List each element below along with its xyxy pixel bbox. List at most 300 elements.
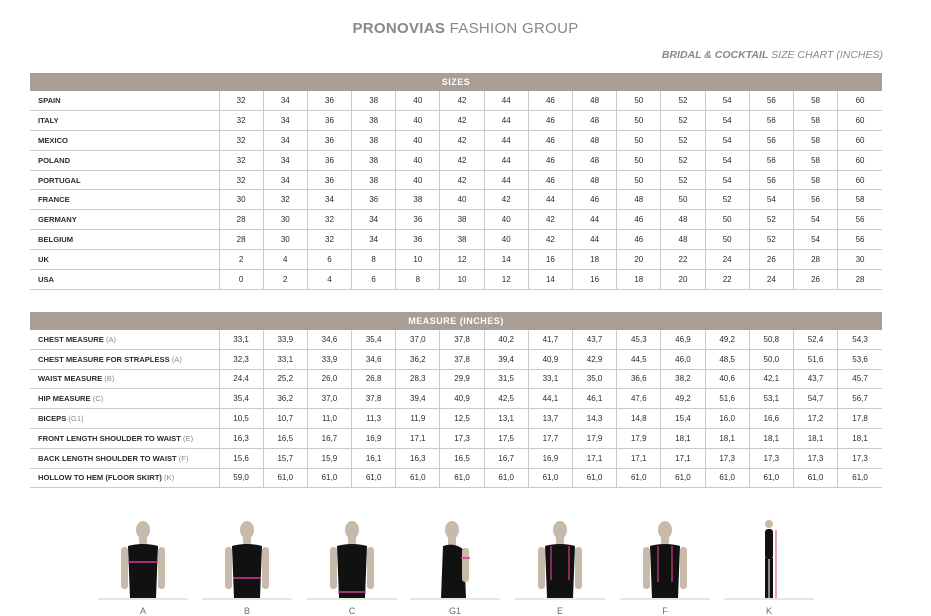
- row-label: [30, 190, 219, 210]
- table-cell: 47,6: [617, 389, 661, 409]
- table-cell: 33,1: [263, 349, 307, 369]
- table-cell: 53,1: [749, 389, 793, 409]
- table-cell: 34: [263, 91, 307, 110]
- row-label: [30, 369, 219, 389]
- row-label: [30, 349, 219, 369]
- table-cell: 44: [484, 170, 528, 190]
- table-cell: 2: [219, 250, 263, 270]
- row-label-text: CHEST MEASURE FOR STRAPLESS: [38, 354, 170, 364]
- table-cell: 28: [838, 270, 882, 290]
- table-cell: 54: [705, 150, 749, 170]
- table-cell: 54,7: [793, 389, 837, 409]
- table-cell: 13,1: [484, 409, 528, 429]
- table-cell: 56: [838, 210, 882, 230]
- table-cell: 0: [219, 270, 263, 290]
- table-cell: 17,3: [793, 448, 837, 468]
- table-row: [30, 330, 882, 349]
- table-cell: 52,4: [793, 330, 837, 349]
- table-cell: 52: [749, 210, 793, 230]
- table-cell: 40: [396, 170, 440, 190]
- row-label-note: (B): [104, 374, 115, 384]
- table-cell: 4: [263, 250, 307, 270]
- figure-biceps-side-icon: [410, 516, 500, 600]
- table-cell: 61,0: [263, 468, 307, 488]
- table-cell: 35,0: [573, 369, 617, 389]
- table-cell: 52: [661, 170, 705, 190]
- table-cell: 17,1: [661, 448, 705, 468]
- figure-back-length-icon: [620, 516, 710, 600]
- row-label-text: CHEST MEASURE: [38, 334, 104, 344]
- table-cell: 18,1: [838, 428, 882, 448]
- table-cell: 53,6: [838, 349, 882, 369]
- table-cell: 10,7: [263, 409, 307, 429]
- table-cell: 16,3: [219, 428, 263, 448]
- row-label-text: POLAND: [38, 155, 71, 165]
- table-cell: 17,9: [573, 428, 617, 448]
- figure-caption: A: [139, 606, 146, 616]
- table-cell: 36: [352, 190, 396, 210]
- table-row: [30, 428, 882, 448]
- row-label: [30, 448, 219, 468]
- row-label: [30, 130, 219, 150]
- table-cell: 51,6: [705, 389, 749, 409]
- table-cell: 22: [705, 270, 749, 290]
- table-cell: 61,0: [396, 468, 440, 488]
- table-cell: 18,1: [705, 428, 749, 448]
- table-cell: 56: [749, 91, 793, 110]
- table-cell: 42: [440, 91, 484, 110]
- table-cell: 37,8: [352, 389, 396, 409]
- table-cell: 30: [263, 230, 307, 250]
- row-label-note: (E): [183, 433, 194, 443]
- table-cell: 14: [528, 270, 572, 290]
- row-label-note: (A): [171, 354, 182, 364]
- table-cell: 54,3: [838, 330, 882, 349]
- table-cell: 61,0: [307, 468, 351, 488]
- table-cell: 24: [705, 250, 749, 270]
- table-cell: 36: [396, 230, 440, 250]
- row-label: [30, 230, 219, 250]
- table-cell: 34: [263, 110, 307, 130]
- table-cell: 40: [484, 210, 528, 230]
- table-cell: 30: [219, 190, 263, 210]
- table-cell: 56: [749, 150, 793, 170]
- table-cell: 42: [484, 190, 528, 210]
- table-cell: 18: [617, 270, 661, 290]
- table-cell: 50: [617, 170, 661, 190]
- table-cell: 61,0: [528, 468, 572, 488]
- table-row: [30, 270, 882, 290]
- table-cell: 52: [661, 150, 705, 170]
- table-cell: 15,4: [661, 409, 705, 429]
- table-cell: 16,3: [396, 448, 440, 468]
- table-cell: 34: [352, 230, 396, 250]
- table-cell: 60: [838, 150, 882, 170]
- table-cell: 61,0: [484, 468, 528, 488]
- row-label-text: WAIST MEASURE: [38, 374, 103, 384]
- table-cell: 28: [219, 230, 263, 250]
- table-cell: 38: [352, 130, 396, 150]
- table-cell: 14,3: [573, 409, 617, 429]
- table-cell: 16,5: [440, 448, 484, 468]
- table-cell: 34,6: [307, 330, 351, 349]
- table-cell: 16,6: [749, 409, 793, 429]
- row-label-text: HIP MEASURE: [38, 394, 91, 404]
- table-cell: 52: [705, 190, 749, 210]
- table-cell: 46: [528, 130, 572, 150]
- table-cell: 44,5: [617, 349, 661, 369]
- table-cell: 17,3: [749, 448, 793, 468]
- table-cell: 58: [793, 150, 837, 170]
- table-cell: 48: [661, 210, 705, 230]
- table-cell: 6: [307, 250, 351, 270]
- table-cell: 61,0: [352, 468, 396, 488]
- table-row: [30, 448, 882, 468]
- table-cell: 46: [528, 91, 572, 110]
- table-cell: 11,0: [307, 409, 351, 429]
- table-cell: 32: [307, 210, 351, 230]
- table-row: [30, 468, 882, 488]
- figure-front-length-icon: [515, 516, 605, 600]
- row-label-note: (G1): [68, 414, 84, 424]
- table-cell: 22: [661, 250, 705, 270]
- table-cell: 36,2: [396, 349, 440, 369]
- row-label-note: (F): [178, 453, 189, 463]
- table-cell: 42,5: [484, 389, 528, 409]
- row-label: [30, 170, 219, 190]
- subtitle-rest: SIZE CHART (INCHES): [771, 49, 883, 61]
- table-cell: 31,5: [484, 369, 528, 389]
- table-cell: 48: [661, 230, 705, 250]
- figure-caption: K: [765, 606, 772, 616]
- table-cell: 28,3: [396, 369, 440, 389]
- table-cell: 33,9: [307, 349, 351, 369]
- table-cell: 32: [307, 230, 351, 250]
- table-cell: 40,6: [705, 369, 749, 389]
- table-cell: 32: [263, 190, 307, 210]
- table-cell: 42: [440, 170, 484, 190]
- table-cell: 38: [396, 190, 440, 210]
- row-label-note: (A): [105, 334, 117, 344]
- figure-f: [620, 516, 710, 616]
- table-cell: 50,8: [749, 330, 793, 349]
- table-cell: 40: [484, 230, 528, 250]
- table-cell: 10,5: [219, 409, 263, 429]
- table-cell: 42: [440, 130, 484, 150]
- table-cell: 17,9: [617, 428, 661, 448]
- row-label-text: BICEPS: [38, 414, 67, 424]
- table-cell: 56: [749, 170, 793, 190]
- table-cell: 46: [617, 230, 661, 250]
- table-cell: 24: [749, 270, 793, 290]
- table-cell: 30: [263, 210, 307, 230]
- table-cell: 10: [396, 250, 440, 270]
- table-cell: 44: [528, 190, 572, 210]
- table-cell: 46: [528, 150, 572, 170]
- table-cell: 16,9: [352, 428, 396, 448]
- brand-name: PRONOVIAS: [352, 20, 446, 37]
- row-label: [30, 330, 219, 349]
- table-cell: 42: [528, 210, 572, 230]
- row-label: [30, 110, 219, 130]
- table-cell: 26: [793, 270, 837, 290]
- figure-caption: C: [348, 606, 356, 616]
- table-cell: 48: [617, 190, 661, 210]
- table-cell: 4: [307, 270, 351, 290]
- figure-a: [98, 516, 188, 616]
- table-cell: 36: [307, 110, 351, 130]
- table-cell: 48,5: [705, 349, 749, 369]
- table-cell: 26,0: [307, 369, 351, 389]
- table-cell: 56: [749, 130, 793, 150]
- table-cell: 33,1: [219, 330, 263, 349]
- table-cell: 6: [352, 270, 396, 290]
- table-cell: 26: [749, 250, 793, 270]
- table-cell: 50: [705, 230, 749, 250]
- table-cell: 58: [793, 130, 837, 150]
- table-cell: 54: [705, 170, 749, 190]
- table-cell: 44,1: [528, 389, 572, 409]
- table-cell: 61,0: [793, 468, 837, 488]
- figure-hollow-to-hem-icon: [724, 516, 814, 600]
- table-cell: 29,9: [440, 369, 484, 389]
- table-cell: 13,7: [528, 409, 572, 429]
- table-cell: 49,2: [661, 389, 705, 409]
- table-row: [30, 389, 882, 409]
- row-label-text: SPAIN: [38, 95, 61, 105]
- page-title: [0, 20, 931, 37]
- brand-rest: FASHION GROUP: [449, 20, 579, 37]
- table-cell: 46,1: [573, 389, 617, 409]
- table-cell: 16,9: [528, 448, 572, 468]
- table-cell: 42: [440, 110, 484, 130]
- table-cell: 54: [793, 210, 837, 230]
- row-label: [30, 270, 219, 290]
- table-cell: 50: [705, 210, 749, 230]
- row-label-text: MEXICO: [38, 135, 68, 145]
- table-cell: 50: [661, 190, 705, 210]
- table-cell: 52: [749, 230, 793, 250]
- table-cell: 36: [307, 130, 351, 150]
- table-cell: 43,7: [793, 369, 837, 389]
- table-cell: 50: [617, 91, 661, 110]
- table-cell: 17,3: [705, 448, 749, 468]
- table-cell: 48: [573, 130, 617, 150]
- table-row: [30, 150, 882, 170]
- table-cell: 17,8: [838, 409, 882, 429]
- table-cell: 16,1: [352, 448, 396, 468]
- table-row: [30, 369, 882, 389]
- row-label: [30, 409, 219, 429]
- table-cell: 34: [307, 190, 351, 210]
- table-cell: 40,9: [528, 349, 572, 369]
- table-cell: 40: [396, 110, 440, 130]
- table-cell: 45,7: [838, 369, 882, 389]
- table-cell: 39,4: [396, 389, 440, 409]
- subtitle-bold: BRIDAL & COCKTAIL: [661, 49, 769, 61]
- measurement-figures: [0, 516, 931, 614]
- table-cell: 61,0: [617, 468, 661, 488]
- table-cell: 46: [617, 210, 661, 230]
- table-cell: 12,5: [440, 409, 484, 429]
- row-label-text: PORTUGAL: [38, 175, 81, 185]
- table-cell: 42: [528, 230, 572, 250]
- table-cell: 16: [573, 270, 617, 290]
- figure-b: [202, 516, 292, 616]
- table-cell: 11,9: [396, 409, 440, 429]
- table-cell: 61,0: [705, 468, 749, 488]
- table-cell: 8: [352, 250, 396, 270]
- row-label-text: UK: [38, 255, 49, 265]
- table-cell: 46,0: [661, 349, 705, 369]
- row-label: [30, 250, 219, 270]
- table-cell: 44: [484, 110, 528, 130]
- table-cell: 52: [661, 110, 705, 130]
- table-cell: 36,2: [263, 389, 307, 409]
- figure-c: [307, 516, 397, 616]
- table-cell: 35,4: [352, 330, 396, 349]
- table-cell: 58: [838, 190, 882, 210]
- figure-waist-front-icon: [202, 516, 292, 600]
- table-cell: 46: [528, 170, 572, 190]
- table-cell: 40: [396, 91, 440, 110]
- row-label: [30, 468, 219, 488]
- table-cell: 37,0: [307, 389, 351, 409]
- table-cell: 38: [352, 150, 396, 170]
- table-cell: 60: [838, 110, 882, 130]
- figure-hip-front-icon: [307, 516, 397, 600]
- table-cell: 61,0: [838, 468, 882, 488]
- table-cell: 16,5: [263, 428, 307, 448]
- table-cell: 61,0: [573, 468, 617, 488]
- table-cell: 37,8: [440, 330, 484, 349]
- table-cell: 17,1: [396, 428, 440, 448]
- table-cell: 48: [573, 170, 617, 190]
- table-cell: 17,1: [573, 448, 617, 468]
- table-cell: 54: [749, 190, 793, 210]
- figure-caption: B: [243, 606, 250, 616]
- table-cell: 40,9: [440, 389, 484, 409]
- table-cell: 34: [263, 130, 307, 150]
- table-cell: 17,2: [793, 409, 837, 429]
- table-cell: 37,8: [440, 349, 484, 369]
- table-cell: 50: [617, 130, 661, 150]
- figure-caption: G1: [448, 606, 461, 616]
- table-cell: 17,3: [440, 428, 484, 448]
- table-cell: 30: [838, 250, 882, 270]
- table-cell: 36: [307, 150, 351, 170]
- row-label: [30, 150, 219, 170]
- table-cell: 32: [219, 91, 263, 110]
- row-label-note: (C): [92, 394, 104, 404]
- table-cell: 36: [396, 210, 440, 230]
- table-cell: 58: [793, 170, 837, 190]
- table-cell: 8: [396, 270, 440, 290]
- row-label-text: BACK LENGTH SHOULDER TO WAIST: [38, 453, 177, 463]
- table-row: [30, 210, 882, 230]
- table-cell: 48: [573, 150, 617, 170]
- table-cell: 44: [484, 150, 528, 170]
- table-cell: 40: [396, 130, 440, 150]
- table-cell: 34: [352, 210, 396, 230]
- table-cell: 32: [219, 150, 263, 170]
- table-cell: 56,7: [838, 389, 882, 409]
- table-cell: 45,3: [617, 330, 661, 349]
- table-row: [30, 190, 882, 210]
- table-cell: 42,1: [749, 369, 793, 389]
- table-cell: 15,6: [219, 448, 263, 468]
- table-cell: 56: [838, 230, 882, 250]
- table-cell: 46,9: [661, 330, 705, 349]
- table-cell: 34: [263, 170, 307, 190]
- table-cell: 37,0: [396, 330, 440, 349]
- table-cell: 46: [573, 190, 617, 210]
- table-cell: 16,7: [307, 428, 351, 448]
- table-cell: 32,3: [219, 349, 263, 369]
- table-cell: 61,0: [440, 468, 484, 488]
- figure-caption: E: [556, 606, 563, 616]
- table-cell: 54: [705, 110, 749, 130]
- table-cell: 38: [440, 230, 484, 250]
- table-cell: 20: [661, 270, 705, 290]
- table-cell: 50: [617, 150, 661, 170]
- figure-e: [515, 516, 605, 616]
- row-label-text: ITALY: [38, 115, 59, 125]
- table-row: [30, 170, 882, 190]
- table-cell: 44: [484, 91, 528, 110]
- table-cell: 38: [352, 170, 396, 190]
- table-cell: 14: [484, 250, 528, 270]
- row-label: [30, 389, 219, 409]
- table-cell: 46: [528, 110, 572, 130]
- table-cell: 50,0: [749, 349, 793, 369]
- table-cell: 33,1: [528, 369, 572, 389]
- table-cell: 44: [573, 210, 617, 230]
- table-cell: 36: [307, 170, 351, 190]
- row-label-note: (K): [164, 473, 175, 483]
- table-row: [30, 409, 882, 429]
- table-cell: 52: [661, 91, 705, 110]
- table-cell: 58: [793, 91, 837, 110]
- row-label-text: BELGIUM: [38, 235, 74, 245]
- table-cell: 17,1: [617, 448, 661, 468]
- table-cell: 12: [484, 270, 528, 290]
- table-cell: 10: [440, 270, 484, 290]
- table-cell: 32: [219, 110, 263, 130]
- table-cell: 48: [573, 91, 617, 110]
- table-row: [30, 91, 882, 110]
- table-cell: 28: [793, 250, 837, 270]
- table-cell: 16: [528, 250, 572, 270]
- row-label: [30, 210, 219, 230]
- table-cell: 18: [573, 250, 617, 270]
- table-cell: 2: [263, 270, 307, 290]
- table-cell: 44: [484, 130, 528, 150]
- table-row: [30, 250, 882, 270]
- sizes-table: [30, 73, 882, 290]
- table-cell: 18,1: [749, 428, 793, 448]
- table-cell: 16,0: [705, 409, 749, 429]
- table-cell: 38,2: [661, 369, 705, 389]
- figure-g1: [410, 516, 500, 616]
- table-cell: 18,1: [661, 428, 705, 448]
- table-cell: 25,2: [263, 369, 307, 389]
- table-cell: 54: [705, 130, 749, 150]
- table-row: [30, 349, 882, 369]
- table-cell: 38: [352, 110, 396, 130]
- table-cell: 56: [793, 190, 837, 210]
- table-cell: 15,7: [263, 448, 307, 468]
